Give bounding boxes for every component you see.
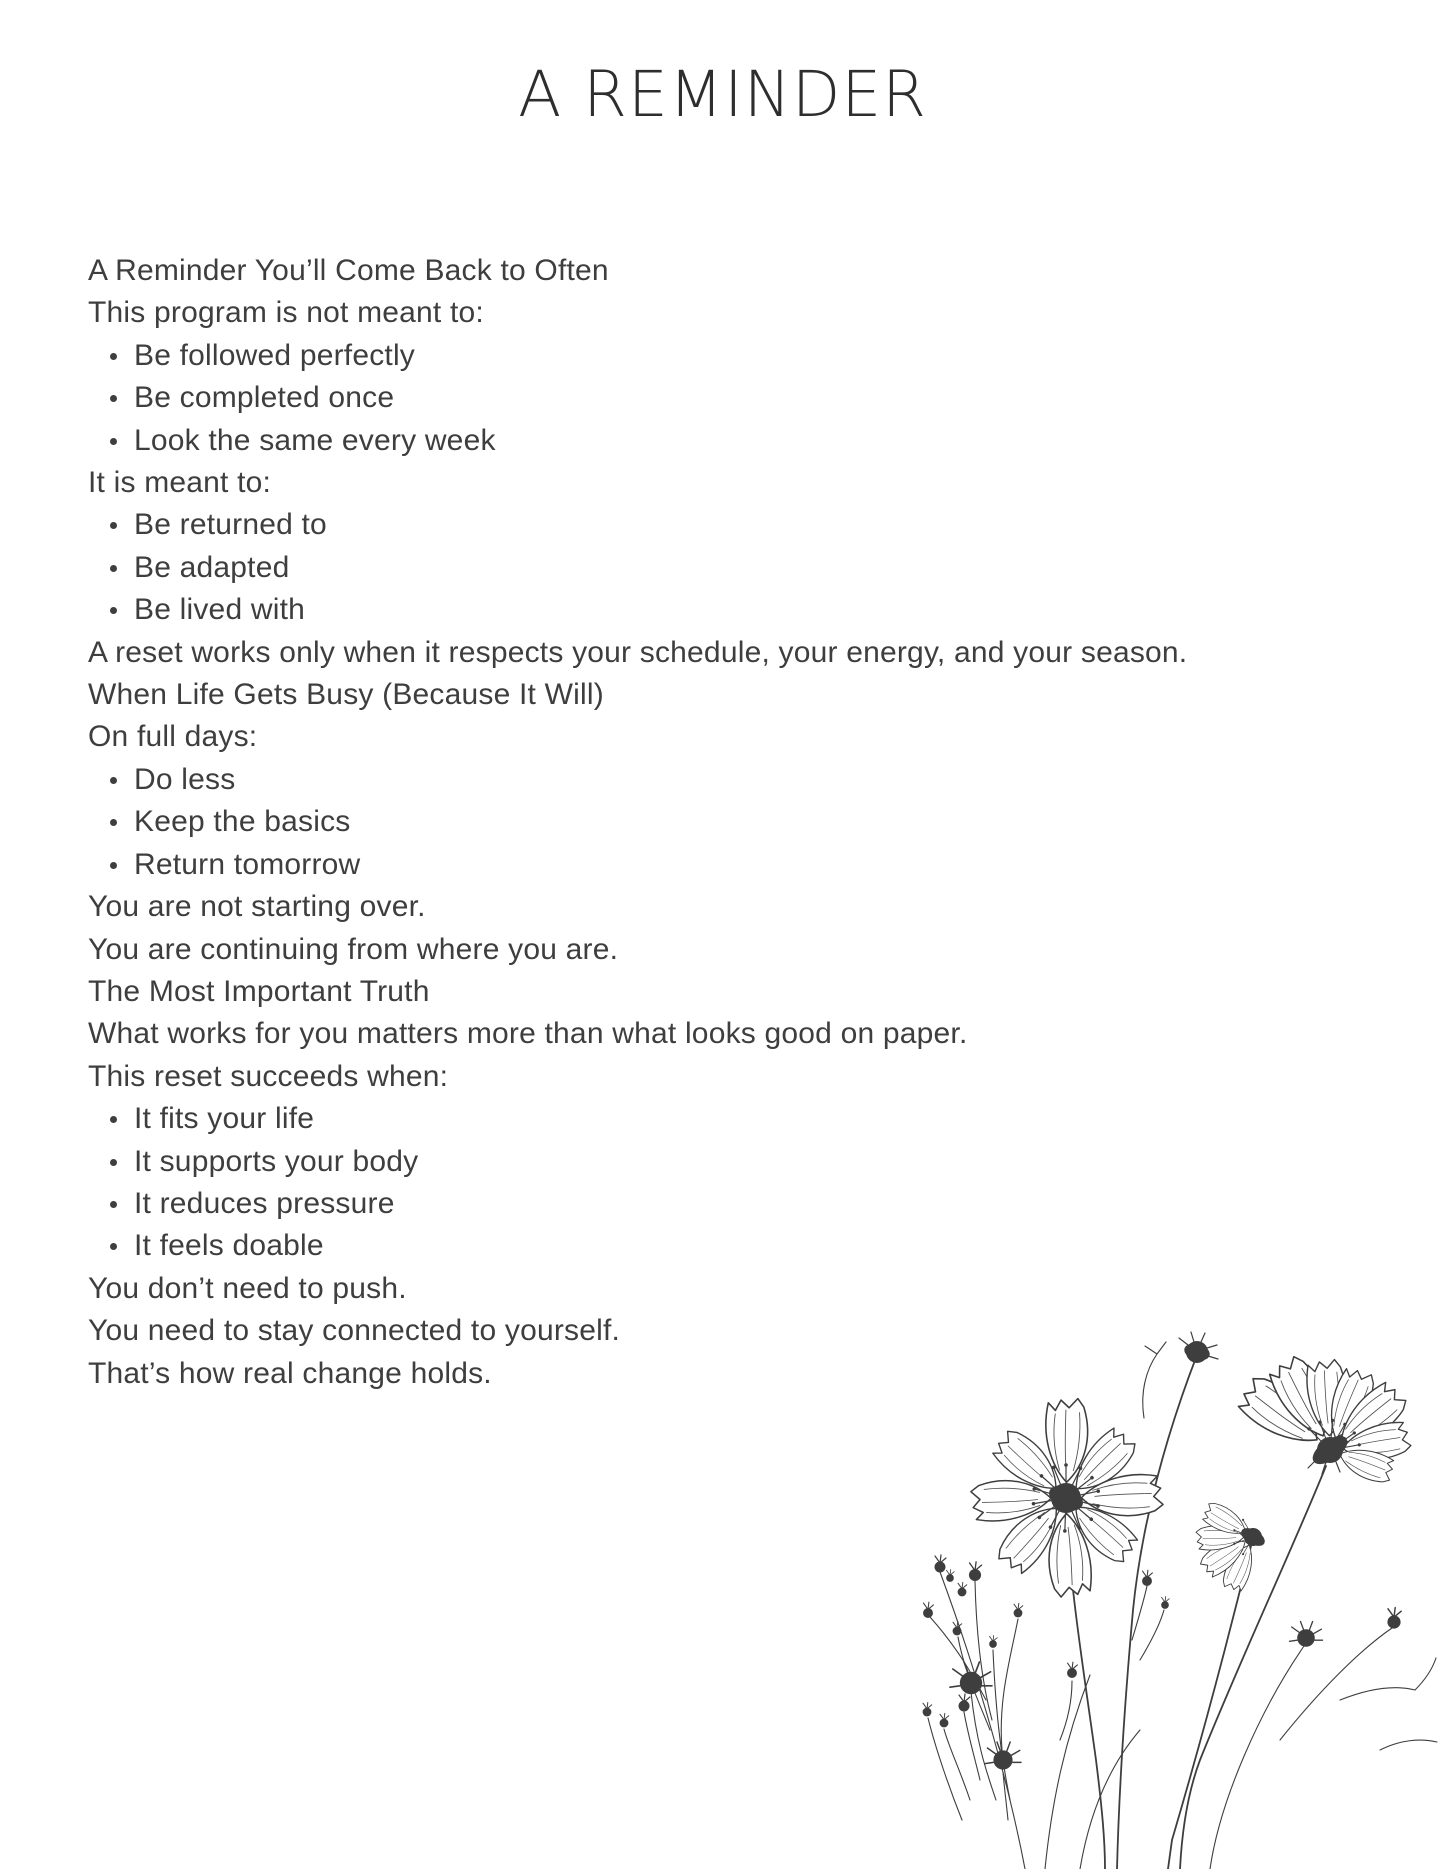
paragraph: The Most Important Truth — [88, 974, 430, 1008]
bullet-item: It feels doable — [88, 1225, 1398, 1267]
paragraph: When Life Gets Busy (Because It Will) — [88, 678, 604, 712]
paragraph: A reset works only when it respects your schedule, your energy, and your season. — [88, 635, 1188, 669]
paragraph: What works for you matters more than what looks good on paper. — [88, 1017, 968, 1051]
paragraph: You are not starting over. — [88, 890, 426, 924]
paragraph: A Reminder You’ll Come Back to Often — [88, 254, 609, 287]
paragraph: You don’t need to push. — [88, 1271, 407, 1305]
paragraph: This program is not meant to: — [88, 296, 484, 330]
bullet-item: It supports your body — [88, 1141, 1398, 1183]
paragraph: You are continuing from where you are. — [88, 932, 619, 966]
bullet-item: Be adapted — [88, 547, 1398, 589]
bullet-item: Be returned to — [88, 504, 1398, 546]
paragraph: On full days: — [88, 720, 258, 754]
bullet-list — [88, 335, 1398, 462]
bullet-item: It reduces pressure — [88, 1183, 1398, 1225]
bullet-item: Look the same every week — [88, 420, 1398, 462]
bullet-item: Do less — [88, 759, 1398, 801]
bullet-item: Be followed perfectly — [88, 335, 1398, 377]
page-title: A REMINDER — [518, 58, 927, 131]
paragraph: That’s how real change holds. — [88, 1356, 492, 1390]
bullet-item: Be lived with — [88, 589, 1398, 631]
bullet-item: Keep the basics — [88, 801, 1398, 843]
bullet-item: It fits your life — [88, 1098, 1398, 1140]
bullet-list — [88, 759, 1398, 886]
paragraph: You need to stay connected to yourself. — [88, 1314, 621, 1348]
paragraph: It is meant to: — [88, 466, 272, 500]
bullet-item: Return tomorrow — [88, 844, 1398, 886]
paragraph: This reset succeeds when: — [88, 1059, 449, 1093]
bullet-list — [88, 504, 1398, 631]
bullet-item: Be completed once — [88, 377, 1398, 419]
flower-illustration — [740, 1100, 1445, 1869]
